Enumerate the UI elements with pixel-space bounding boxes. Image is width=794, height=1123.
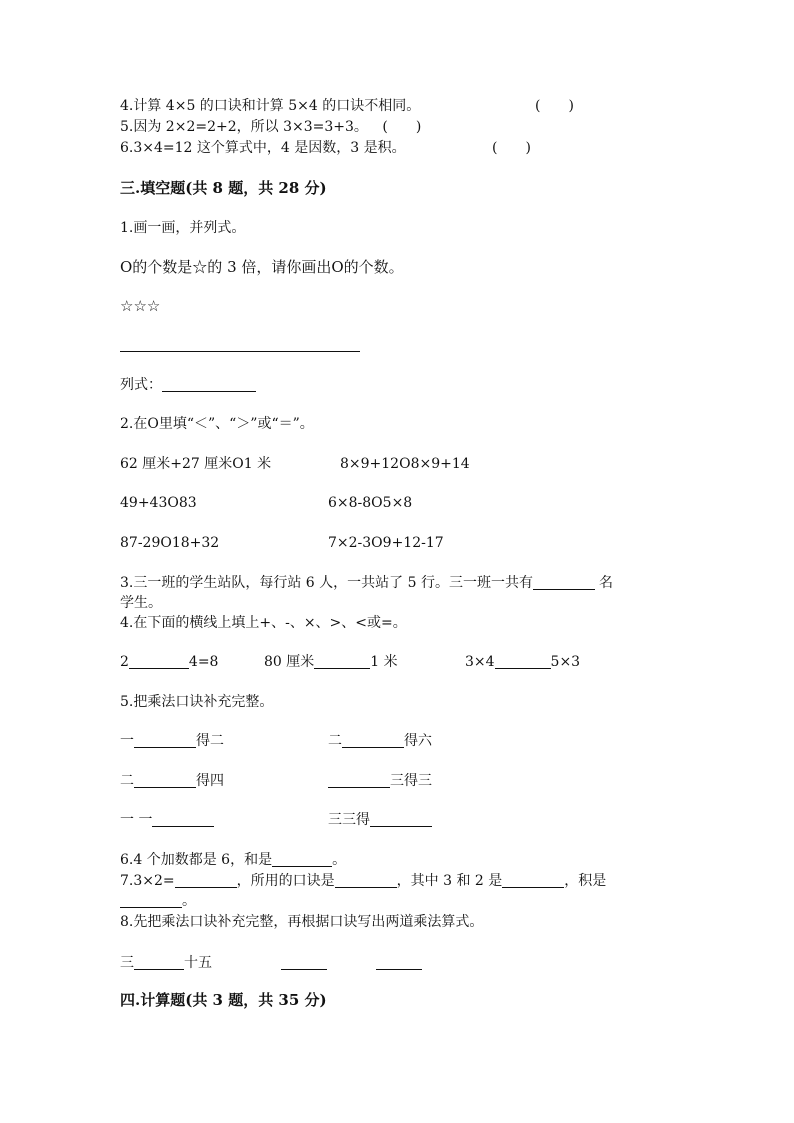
q4-item1 <box>120 652 218 672</box>
q8-blank-3-wrap <box>376 953 422 973</box>
q7-text-a: 7.3×2= <box>120 873 175 889</box>
q3-line2: 学生。 <box>120 595 162 611</box>
q5-r2-right-blank[interactable] <box>328 773 390 788</box>
q8-blank-2-wrap <box>281 953 327 973</box>
q6-text-b: 。 <box>332 852 347 868</box>
q1-desc: O的个数是☆的 3 倍，请你画出O的个数。 <box>120 258 404 276</box>
q4-item1-blank[interactable] <box>129 654 189 669</box>
answer-paren-q4[interactable]: ( ) <box>535 98 574 114</box>
formula-label: 列式： <box>120 377 162 393</box>
q5-r3-right <box>328 810 432 830</box>
q1-stars: ☆☆☆ <box>120 297 161 315</box>
q5-r2-left-blank[interactable] <box>134 773 196 788</box>
q5-r1-right-b: 得六 <box>404 733 432 749</box>
q8-blank-2[interactable] <box>281 955 327 970</box>
judge-q4: 4.计算 4×5 的口诀和计算 5×4 的口诀不相同。 <box>120 98 421 114</box>
judge-q5-text: 5.因为 2×2=2+2，所以 3×3=3+3。 <box>120 119 368 135</box>
q4-item2-b: 1 米 <box>370 654 398 670</box>
q5-r3-left-a: 一 一 <box>120 812 153 828</box>
q4-item1-a: 2 <box>120 654 129 670</box>
q7-blank-3[interactable] <box>502 873 564 888</box>
q3-blank[interactable] <box>533 575 595 590</box>
q6-blank[interactable] <box>272 852 332 867</box>
q5-r1-right-blank[interactable] <box>342 733 404 748</box>
judge-q6: 6.3×4=12 这个算式中，4 是因数，3 是积。 <box>120 140 406 156</box>
q5-r2-left-a: 二 <box>120 773 134 789</box>
formula-blank[interactable] <box>162 377 256 392</box>
q3-line1 <box>120 573 613 593</box>
q2-row1-right[interactable]: 8×9+12O8×9+14 <box>340 456 470 472</box>
q5-r3-right-blank[interactable] <box>370 812 432 827</box>
q5-r1-left <box>120 731 224 751</box>
q5-r1-right-a: 二 <box>328 733 342 749</box>
drawing-line[interactable] <box>120 351 360 352</box>
q8-a: 三 <box>120 955 134 971</box>
q5-r2-left <box>120 771 224 791</box>
q8-blank-1[interactable] <box>134 955 184 970</box>
q5-r1-right <box>328 731 432 751</box>
q3-text: 3.三一班的学生站队，每行站 6 人，一共站了 5 行。三一班一共有 <box>120 575 533 591</box>
q7-blank-2[interactable] <box>335 873 397 888</box>
q5-r1-left-blank[interactable] <box>134 733 196 748</box>
q4-item2-a: 80 厘米 <box>264 654 315 670</box>
q5-title: 5.把乘法口诀补充完整。 <box>120 694 274 710</box>
q2-row3-left[interactable]: 87-29O18+32 <box>120 535 220 551</box>
section-3-title: 三.填空题(共 8 题，共 28 分) <box>120 179 327 197</box>
q4-item2 <box>264 652 398 672</box>
q2-row2-right[interactable]: 6×8-8O5×8 <box>328 495 413 511</box>
q4-item3 <box>465 652 580 672</box>
q8-row <box>120 953 212 973</box>
q2-row3-right[interactable]: 7×2-3O9+12-17 <box>328 535 444 551</box>
q7-text-e: 。 <box>182 893 196 909</box>
q6 <box>120 850 346 870</box>
q5-r2-left-b: 得四 <box>196 773 224 789</box>
q2-row1-left[interactable]: 62 厘米+27 厘米O1 米 <box>120 456 272 472</box>
answer-paren-q5[interactable]: ( ) <box>382 119 422 135</box>
q5-r1-left-b: 得二 <box>196 733 224 749</box>
q7-line2 <box>120 891 196 911</box>
q4-title: 4.在下面的横线上填上+、-、×、>、<或=。 <box>120 615 407 631</box>
q7-text-d: ，积是 <box>564 873 607 889</box>
q5-r2-right <box>328 771 432 791</box>
q6-text: 6.4 个加数都是 6，和是 <box>120 852 273 868</box>
judge-q5 <box>120 117 421 137</box>
q4-item3-b: 5×3 <box>550 654 581 670</box>
q4-item3-a: 3×4 <box>465 654 495 670</box>
q4-item3-blank[interactable] <box>495 654 551 669</box>
q7-text-b: ，所用的口诀是 <box>236 873 335 889</box>
q7 <box>120 871 606 891</box>
q8-title: 8.先把乘法口诀补充完整，再根据口诀写出两道乘法算式。 <box>120 914 484 930</box>
q8-b: 十五 <box>184 955 212 971</box>
q4-item1-b: 4=8 <box>188 654 219 670</box>
q5-r3-right-a: 三三得 <box>328 812 370 828</box>
q5-r2-right-b: 三得三 <box>390 773 432 789</box>
q2-row2-left[interactable]: 49+43O83 <box>120 495 197 511</box>
q1-title: 1.画一画，并列式。 <box>120 220 246 236</box>
q7-blank-1[interactable] <box>175 873 237 888</box>
section-4-title: 四.计算题(共 3 题，共 35 分) <box>120 991 327 1009</box>
q5-r3-left <box>120 810 214 830</box>
q5-r3-left-blank[interactable] <box>152 812 214 827</box>
q7-text-c: ，其中 3 和 2 是 <box>396 873 503 889</box>
answer-paren-q6[interactable]: ( ) <box>492 140 531 156</box>
q5-r1-left-a: 一 <box>120 733 134 749</box>
q7-blank-4[interactable] <box>120 893 182 908</box>
q8-blank-3[interactable] <box>376 955 422 970</box>
q4-item2-blank[interactable] <box>314 654 370 669</box>
q1-formula <box>120 375 256 395</box>
q2-title: 2.在O里填“＜”、“＞”或“＝”。 <box>120 416 314 432</box>
q3-text-b: 名 <box>598 575 613 591</box>
